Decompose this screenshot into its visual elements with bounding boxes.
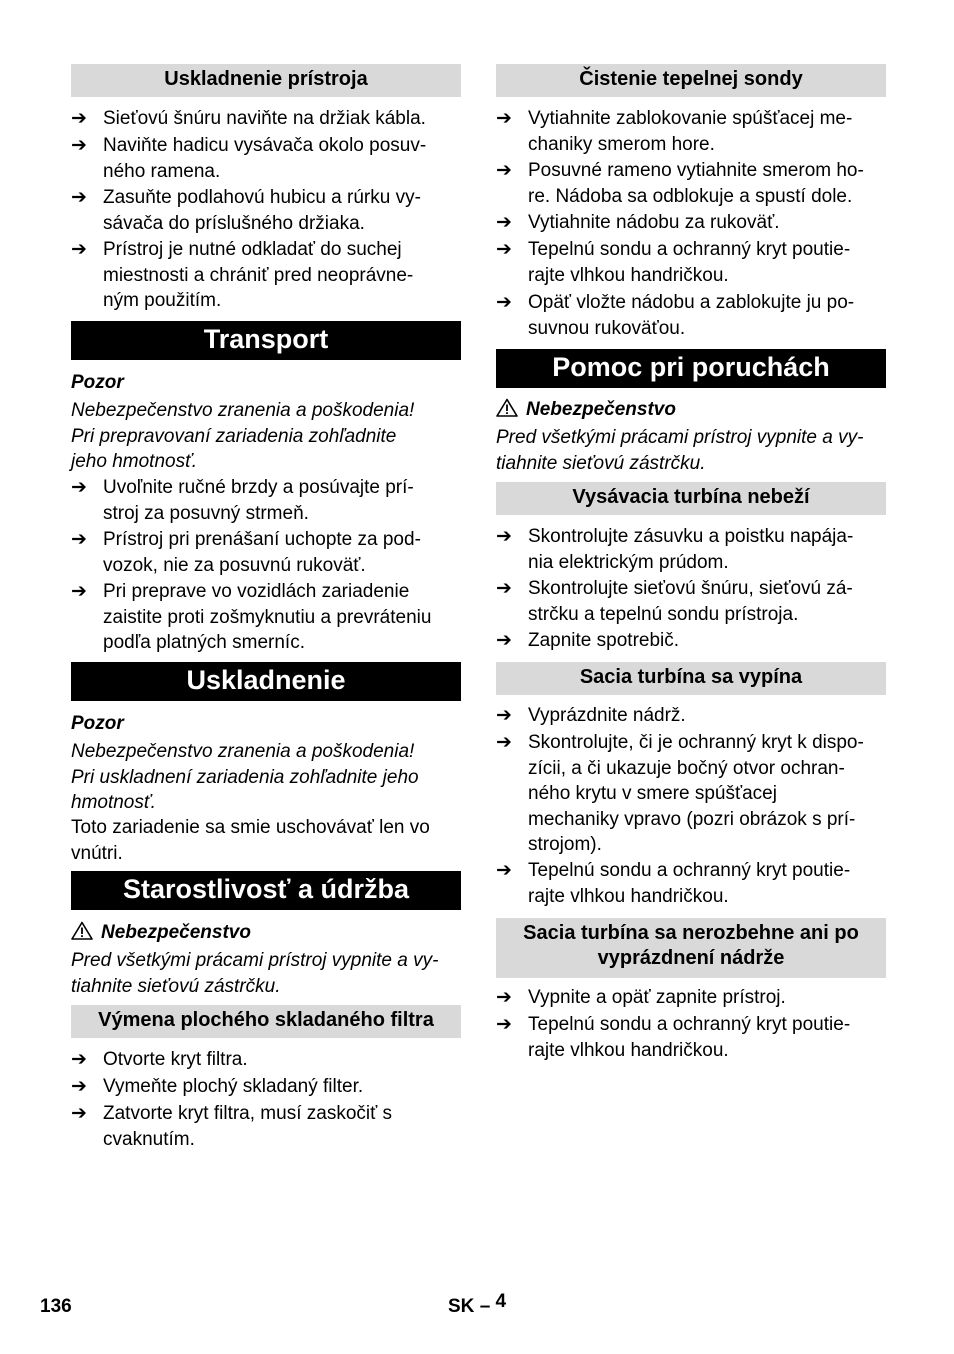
- arrow-right-icon: ➔: [71, 1076, 87, 1097]
- bullet-text: [528, 576, 886, 627]
- text-line: Tepelnú sondu a ochranný kryt poutie-: [528, 239, 851, 260]
- text-line: vyprázdnení nádrže: [597, 947, 785, 969]
- caution-label: [71, 370, 461, 395]
- bullet-text: [103, 579, 461, 656]
- arrow-right-icon: ➔: [71, 135, 87, 156]
- label-text: Nebezpečenstvo: [526, 399, 676, 420]
- text-line: ného ramena.: [103, 160, 221, 182]
- text-line: Prístroj je nutné odkladať do suchej: [103, 239, 402, 260]
- text-line: Opäť vložte nádobu a zablokujte ju po-: [528, 292, 855, 313]
- arrow-right-icon: ➔: [496, 239, 512, 260]
- text-line: strčku a tepelnú sondu prístroja.: [528, 603, 799, 625]
- danger-label: [71, 920, 461, 945]
- text-line: zícii, a či ukazuje bočný otvor ochran-: [528, 757, 845, 779]
- arrow-right-icon: ➔: [71, 239, 87, 260]
- danger-text: [496, 425, 886, 476]
- arrow-right-icon: ➔: [496, 860, 512, 881]
- arrow-right-icon: ➔: [496, 705, 512, 726]
- text-line: rajte vlhkou handričkou.: [528, 1039, 729, 1061]
- heading-turbine-no-start: [496, 918, 886, 978]
- text-line: stroj za posuvný strmeň.: [103, 502, 309, 524]
- bullet-text: [103, 106, 461, 132]
- text-line: re. Nádoba sa odblokuje a spustí dole.: [528, 185, 853, 207]
- text-line: Skontrolujte zásuvku a poistku napája-: [528, 526, 854, 547]
- arrow-right-icon: ➔: [496, 732, 512, 753]
- text-line: Pri prepravovaní zariadenia zohľadnite: [71, 425, 397, 447]
- text-line: Vypnite a opäť zapnite prístroj.: [528, 987, 786, 1008]
- bullet-text: [528, 985, 886, 1011]
- text-line: Vymeňte plochý skladaný filter.: [103, 1076, 364, 1097]
- arrow-right-icon: ➔: [496, 160, 512, 181]
- arrow-right-icon: ➔: [496, 987, 512, 1008]
- arrow-right-icon: ➔: [71, 477, 87, 498]
- text-line: Tepelnú sondu a ochranný kryt poutie-: [528, 860, 851, 881]
- text-line: tiahnite sieťovú zástrčku.: [71, 975, 281, 997]
- text-line: Pri uskladnení zariadenia zohľadnite jeho: [71, 766, 419, 788]
- bullet-text: [103, 185, 461, 236]
- bullet-text: [103, 1047, 461, 1073]
- text-line: Toto zariadenie sa smie uschovávať len vo: [71, 817, 430, 838]
- heading-turbine-not-running: Vysávacia turbína nebeží: [496, 482, 886, 515]
- heading-probe-cleaning: Čistenie tepelnej sondy: [496, 64, 886, 97]
- heading-transport: Transport: [71, 321, 461, 360]
- text-line: Vyprázdnite nádrž.: [528, 705, 686, 726]
- text-line: Sacia turbína sa nerozbehne ani po: [523, 922, 859, 944]
- danger-text: [71, 948, 461, 999]
- danger-label: [496, 397, 886, 422]
- bullet-text: [528, 106, 886, 157]
- bullet-text: [528, 703, 886, 729]
- heading-turbine-switches-off: Sacia turbína sa vypína: [496, 662, 886, 695]
- heading-care-maintenance: Starostlivosť a údržba: [71, 871, 461, 910]
- bullet-text: [528, 524, 886, 575]
- arrow-right-icon: ➔: [71, 529, 87, 550]
- caution-text: [71, 398, 461, 475]
- label-text: Pozor: [71, 372, 124, 393]
- label-text: Nebezpečenstvo: [101, 922, 251, 943]
- bullet-text: [528, 1012, 886, 1063]
- arrow-right-icon: ➔: [496, 1014, 512, 1035]
- storage-note: [71, 815, 461, 866]
- bullet-text: [103, 1101, 461, 1152]
- footer-separator: –: [479, 1296, 491, 1317]
- bullet-text: [103, 1074, 461, 1100]
- arrow-right-icon: ➔: [496, 526, 512, 547]
- bullet-text: [528, 210, 886, 236]
- arrow-right-icon: ➔: [71, 108, 87, 129]
- text-line: rajte vlhkou handričkou.: [528, 264, 729, 286]
- text-line: miestnosti a chrániť pred neoprávne-: [103, 264, 414, 286]
- text-line: sávača do príslušného držiaka.: [103, 212, 365, 234]
- bullet-text: [103, 133, 461, 184]
- text-line: tiahnite sieťovú zástrčku.: [496, 452, 706, 474]
- caution-label: [71, 711, 461, 736]
- text-line: Pri preprave vo vozidlách zariadenie: [103, 581, 410, 602]
- text-line: Tepelnú sondu a ochranný kryt poutie-: [528, 1014, 851, 1035]
- heading-device-storage: Uskladnenie prístroja: [71, 64, 461, 97]
- text-line: nia elektrickým prúdom.: [528, 551, 729, 573]
- heading-storage: Uskladnenie: [71, 662, 461, 701]
- text-line: ného krytu v smere spúšťacej: [528, 783, 777, 804]
- text-line: Skontrolujte sieťovú šnúru, sieťovú zá-: [528, 578, 853, 599]
- arrow-right-icon: ➔: [496, 630, 512, 651]
- text-line: rajte vlhkou handričkou.: [528, 885, 729, 907]
- bullet-text: [528, 858, 886, 909]
- warning-triangle-icon: [71, 921, 93, 940]
- heading-troubleshooting: Pomoc pri poruchách: [496, 349, 886, 388]
- arrow-right-icon: ➔: [496, 578, 512, 599]
- arrow-right-icon: ➔: [496, 108, 512, 129]
- text-line: Vytiahnite nádobu za rukoväť.: [528, 212, 780, 233]
- caution-text: [71, 739, 461, 816]
- text-line: suvnou rukoväťou.: [528, 317, 686, 339]
- arrow-right-icon: ➔: [71, 1103, 87, 1124]
- text-line: Pred všetkými prácami prístroj vypnite a vy-: [71, 950, 439, 971]
- bullet-text: [528, 290, 886, 341]
- text-line: Prístroj pri prenášaní uchopte za pod-: [103, 529, 421, 550]
- text-line: Uvoľnite ručné brzdy a posúvajte prí-: [103, 477, 414, 498]
- text-line: Nebezpečenstvo zranenia a poškodenia!: [71, 741, 415, 762]
- text-line: Zatvorte kryt filtra, musí zaskočiť s: [103, 1103, 393, 1124]
- text-line: Sieťovú šnúru naviňte na držiak kábla.: [103, 108, 426, 129]
- text-line: ným použitím.: [103, 290, 222, 311]
- text-line: chaniky smerom hore.: [528, 133, 715, 155]
- bullet-text: [103, 237, 461, 314]
- bullet-text: [528, 237, 886, 288]
- arrow-right-icon: ➔: [71, 187, 87, 208]
- arrow-right-icon: ➔: [496, 212, 512, 233]
- text-line: Nebezpečenstvo zranenia a poškodenia!: [71, 400, 415, 421]
- text-line: vozok, nie za posuvnú rukoväť.: [103, 554, 366, 576]
- text-line: mechaniky vpravo (pozri obrázok s prí-: [528, 808, 856, 830]
- warning-triangle-icon: [496, 398, 518, 417]
- footer-language: [448, 1291, 507, 1318]
- arrow-right-icon: ➔: [71, 581, 87, 602]
- text-line: Posuvné rameno vytiahnite smerom ho-: [528, 160, 864, 181]
- bullet-text: [103, 527, 461, 578]
- text-line: cvaknutím.: [103, 1128, 195, 1150]
- bullet-text: [528, 628, 886, 654]
- heading-filter-replacement: Výmena plochého skladaného filtra: [71, 1005, 461, 1038]
- page-number: 136: [40, 1296, 72, 1317]
- language-code: SK: [448, 1296, 475, 1317]
- text-line: Vytiahnite zablokovanie spúšťacej me-: [528, 108, 853, 129]
- bullet-text: [528, 158, 886, 209]
- text-line: Naviňte hadicu vysávača okolo posuv-: [103, 135, 427, 156]
- text-line: Zasuňte podlahovú hubicu a rúrku vy-: [103, 187, 421, 208]
- text-line: vnútri.: [71, 842, 123, 864]
- text-line: Otvorte kryt filtra.: [103, 1049, 248, 1070]
- text-line: podľa platných smerníc.: [103, 632, 305, 653]
- text-line: Pred všetkými prácami prístroj vypnite a vy-: [496, 427, 864, 448]
- arrow-right-icon: ➔: [71, 1049, 87, 1070]
- text-line: hmotnosť.: [71, 792, 156, 813]
- text-line: Zapnite spotrebič.: [528, 630, 680, 651]
- bullet-text: [528, 730, 886, 858]
- text-line: zaistite proti zošmyknutiu a prevráteniu: [103, 606, 432, 628]
- text-line: jeho hmotnosť.: [71, 451, 198, 472]
- section-page: 4: [495, 1291, 507, 1312]
- label-text: Pozor: [71, 713, 124, 734]
- bullet-text: [103, 475, 461, 526]
- text-line: strojom).: [528, 834, 602, 855]
- text-line: Skontrolujte, či je ochranný kryt k dispo-: [528, 732, 864, 753]
- arrow-right-icon: ➔: [496, 292, 512, 313]
